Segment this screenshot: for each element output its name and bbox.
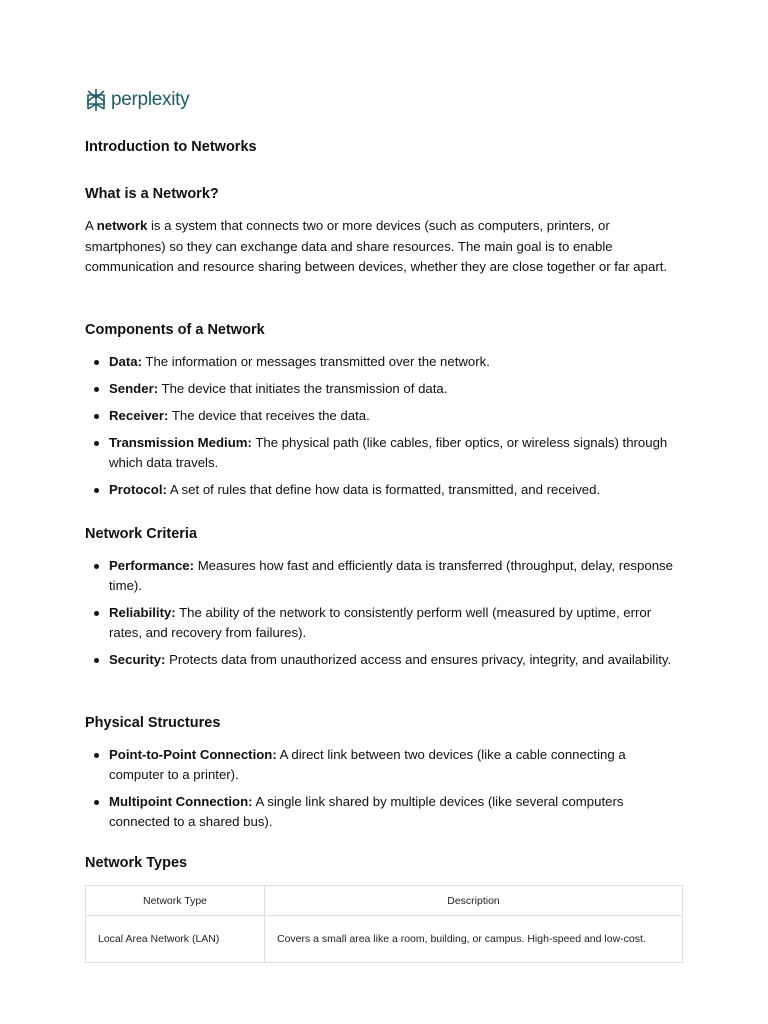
list-item-term: Reliability: xyxy=(109,605,176,620)
list-item-desc: A single link shared by multiple devices (like several computers connected to a shared bus). xyxy=(109,794,624,829)
list-item xyxy=(85,406,675,426)
list-item-desc: The device that initiates the transmission of data. xyxy=(158,381,448,396)
table-row xyxy=(86,916,683,963)
list-item xyxy=(85,379,675,399)
list-item-term: Performance: xyxy=(109,558,195,573)
list-item-desc: The information or messages transmitted over the network. xyxy=(141,354,490,369)
list-item-desc: The device that receives the data. xyxy=(168,408,370,423)
heading-components: Components of a Network xyxy=(85,322,265,338)
list-item-term: Point-to-Point Connection: xyxy=(109,747,277,762)
physical-list xyxy=(85,745,675,839)
brand-logo[interactable] xyxy=(85,88,189,112)
column-header-network-type: Network Type xyxy=(86,886,265,916)
list-item-term: Protocol: xyxy=(109,482,167,497)
list-item xyxy=(85,603,675,643)
list-item-term: Transmission Medium: xyxy=(109,435,252,450)
list-item xyxy=(85,556,675,596)
list-item-desc: The ability of the network to consistently perform well (measured by uptime, error rates, and recovery from failures). xyxy=(109,605,652,640)
table-cell-network-type: Local Area Network (LAN) xyxy=(86,916,265,963)
list-item-desc: Protects data from unauthorized access and ensures privacy, integrity, and availability. xyxy=(165,652,672,667)
column-header-description: Description xyxy=(265,886,683,916)
list-item-term: Security: xyxy=(109,652,166,667)
list-item-term: Multipoint Connection: xyxy=(109,794,253,809)
list-item xyxy=(85,480,675,500)
list-item-desc: A set of rules that define how data is formatted, transmitted, and received. xyxy=(166,482,601,497)
intro-text-a: A xyxy=(85,218,97,233)
network-types-table xyxy=(85,885,683,963)
table-cell-description: Covers a small area like a room, building, or campus. High-speed and low-cost. xyxy=(265,916,683,963)
list-item-desc: The physical path (like cables, fiber optics, or wireless signals) through which data travels. xyxy=(109,435,668,470)
document-title: Introduction to Networks xyxy=(85,139,257,155)
perplexity-logo-icon xyxy=(85,88,107,112)
heading-network-types: Network Types xyxy=(85,855,188,871)
list-item xyxy=(85,792,675,832)
list-item-term: Receiver: xyxy=(109,408,169,423)
intro-paragraph xyxy=(85,216,675,278)
list-item-term: Data: xyxy=(109,354,142,369)
components-list xyxy=(85,352,675,507)
criteria-list xyxy=(85,556,675,677)
list-item-term: Sender: xyxy=(109,381,159,396)
heading-network-criteria: Network Criteria xyxy=(85,526,198,542)
intro-text-b: is a system that connects two or more devices (such as computers, printers, or smartphones) so they can exchange data and share resources. The main goal is to enable communication and resource sharing between devices, whether they are close together or far apart. xyxy=(85,218,668,274)
heading-physical-structures: Physical Structures xyxy=(85,715,221,731)
logo-text: perplexity xyxy=(111,89,190,110)
table-header-row xyxy=(86,886,683,916)
list-item-desc: A direct link between two devices (like a cable connecting a computer to a printer). xyxy=(109,747,626,782)
list-item xyxy=(85,352,675,372)
list-item xyxy=(85,745,675,785)
list-item xyxy=(85,433,675,473)
list-item-desc: Measures how fast and efficiently data is transferred (throughput, delay, response time). xyxy=(109,558,673,593)
list-item xyxy=(85,650,675,670)
intro-bold-term: network xyxy=(96,218,148,233)
heading-what-is-network: What is a Network? xyxy=(85,186,219,202)
